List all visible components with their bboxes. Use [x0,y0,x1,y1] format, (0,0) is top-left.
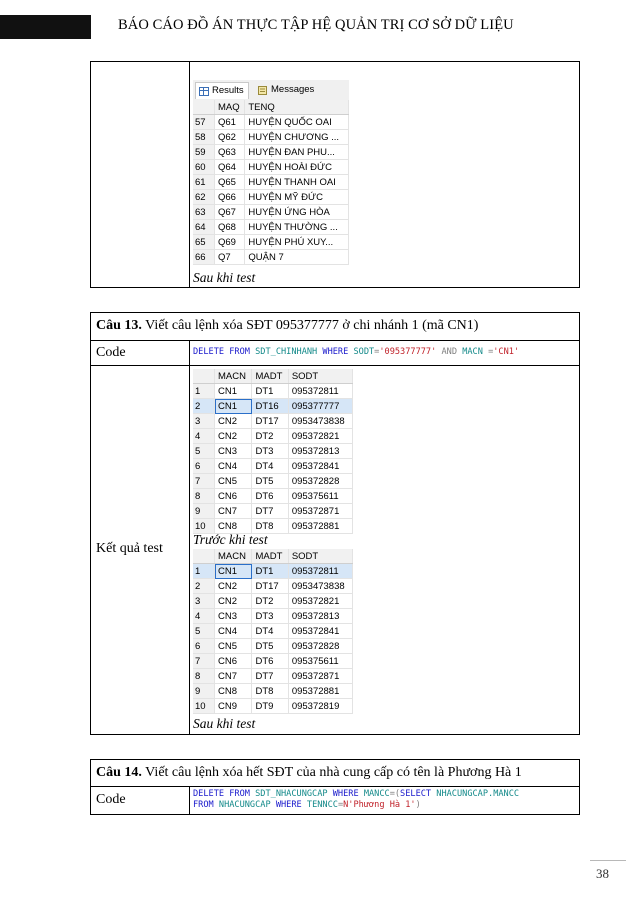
table-row[interactable] [193,175,349,190]
table-row[interactable] [193,145,349,160]
column-header[interactable]: MADT [252,369,288,384]
table-row[interactable] [193,654,353,669]
row-number[interactable]: 8 [193,669,215,684]
sql-column: SODT [353,347,375,357]
grid-icon [199,86,209,95]
table-cell[interactable]: 095372828 [288,474,352,489]
row-number[interactable]: 3 [193,594,215,609]
row-number[interactable]: 7 [193,654,215,669]
caption-after-test-top: Sau khi test [193,270,256,285]
q14-text: Viết câu lệnh xóa hết SĐT của nhà cung cấp có tên là Phương Hà 1 [141,765,522,780]
table-cell[interactable]: 095372828 [288,639,352,654]
table-row[interactable] [193,384,353,399]
table-cell[interactable]: CN7 [215,669,252,684]
sql-operator: = [374,347,380,357]
table-cell[interactable]: QUẬN 7 [245,250,349,265]
table-cell[interactable]: DT2 [252,429,288,444]
table-row[interactable] [193,639,353,654]
table-row[interactable] [193,130,349,145]
table-cell[interactable]: DT6 [252,654,288,669]
top-table-divider [189,61,190,288]
row-number[interactable]: 9 [193,504,215,519]
table-row[interactable] [193,609,353,624]
sql-string: '095377777' [379,347,437,357]
row-number[interactable]: 1 [193,384,215,399]
q14-sql[interactable] [193,789,519,811]
results-grid-top [193,100,349,265]
table-cell[interactable]: CN2 [215,579,252,594]
table-cell[interactable]: CN9 [215,699,252,714]
table-cell[interactable]: CN6 [215,654,252,669]
sql-keyword: SELECT [400,789,432,799]
row-number[interactable]: 8 [193,489,215,504]
table-cell[interactable]: 095372821 [288,594,352,609]
sql-keyword: WHERE [275,800,302,810]
sql-column: TENNCC [306,800,338,810]
tab-messages-label: Messages [271,84,315,95]
column-header[interactable]: SODT [288,549,352,564]
table-row[interactable] [193,250,349,265]
table-cell[interactable]: Q7 [215,250,245,265]
q13-number: Câu 13. [96,318,142,333]
table-cell[interactable]: DT5 [252,639,288,654]
column-header[interactable]: MACN [215,549,252,564]
sql-operator: = [337,800,344,810]
sql-keyword: FROM [193,800,214,810]
table-cell[interactable]: Q66 [215,190,245,205]
table-cell[interactable]: DT9 [252,699,288,714]
table-row[interactable] [193,564,353,579]
table-cell[interactable]: CN8 [215,519,252,534]
messages-icon [258,85,268,94]
table-cell[interactable]: Q64 [215,160,245,175]
column-header[interactable]: SODT [288,369,352,384]
table-cell[interactable]: CN3 [215,609,252,624]
table-cell[interactable]: HUYỆN CHƯƠNG ... [245,130,349,145]
table-cell[interactable]: 095372813 [288,444,352,459]
row-number[interactable]: 63 [193,205,215,220]
row-number[interactable]: 5 [193,444,215,459]
table-cell[interactable]: DT8 [252,519,288,534]
table-row[interactable] [193,115,349,130]
table-cell[interactable]: CN6 [215,489,252,504]
caption-before-test: Trước khi test [193,532,268,547]
row-number[interactable]: 59 [193,145,215,160]
sql-string: N'Phương Hà 1' [343,800,416,810]
row-number[interactable]: 4 [193,609,215,624]
row-number[interactable]: 58 [193,130,215,145]
q14-code-label: Code [96,792,126,807]
table-row[interactable] [193,699,353,714]
table-row[interactable] [193,414,353,429]
table-cell[interactable]: 095372871 [288,504,352,519]
row-number[interactable]: 4 [193,429,215,444]
tab-results[interactable] [195,82,249,99]
row-number[interactable]: 62 [193,190,215,205]
table-cell[interactable]: 095372871 [288,669,352,684]
q13-code-label: Code [96,345,126,360]
table-row[interactable] [193,205,349,220]
table-cell[interactable]: DT1 [252,384,288,399]
header-black-block [0,15,91,39]
table-cell[interactable]: HUYỆN THANH OAI [245,175,349,190]
table-cell[interactable]: DT17 [252,414,288,429]
table-cell[interactable]: 095372841 [288,459,352,474]
row-number[interactable]: 66 [193,250,215,265]
row-number[interactable]: 10 [193,699,215,714]
table-row[interactable] [193,235,349,250]
table-cell[interactable]: 095375611 [288,489,352,504]
table-cell[interactable]: CN1 [215,384,252,399]
table-cell[interactable]: DT7 [252,669,288,684]
table-cell[interactable]: 095372881 [288,684,352,699]
row-number[interactable]: 7 [193,474,215,489]
column-header[interactable]: MACN [215,369,252,384]
table-cell[interactable]: CN1 [215,564,252,579]
table-cell[interactable]: CN2 [215,594,252,609]
table-cell[interactable]: CN4 [215,624,252,639]
sql-keyword: DELETE [193,789,225,799]
table-row[interactable] [193,220,349,235]
table-row[interactable] [193,474,353,489]
row-number[interactable]: 9 [193,684,215,699]
tab-results-label: Results [212,85,244,96]
q13-result-label: Kết quả test [96,541,163,556]
table-cell[interactable]: 0953473838 [288,579,352,594]
q13-text: Viết câu lệnh xóa SĐT 095377777 ở chi nhánh 1 (mã CN1) [141,318,479,333]
results-tabbar [193,80,349,101]
row-header-corner [193,100,215,115]
table-cell[interactable]: DT8 [252,684,288,699]
sql-column: MANCC [363,789,390,799]
table-cell[interactable]: Q62 [215,130,245,145]
table-cell[interactable]: 095377777 [288,399,352,414]
table-cell[interactable]: HUYỆN MỸ ĐỨC [245,190,349,205]
results-grid-before [193,369,353,534]
table-cell[interactable]: Q68 [215,220,245,235]
row-number[interactable]: 10 [193,519,215,534]
table-cell[interactable]: HUYỆN ĐAN PHU... [245,145,349,160]
table-cell[interactable]: Q67 [215,205,245,220]
results-grid-after [193,549,353,714]
table-cell[interactable]: HUYỆN ỨNG HÒA [245,205,349,220]
table-cell[interactable]: CN4 [215,459,252,474]
sql-keyword: FROM [229,789,250,799]
tab-messages[interactable] [255,82,318,98]
row-number[interactable]: 64 [193,220,215,235]
q13-row-divider [90,340,580,341]
table-cell[interactable]: DT6 [252,489,288,504]
table-cell[interactable]: 095372819 [288,699,352,714]
row-number[interactable]: 3 [193,414,215,429]
table-cell[interactable]: 095372813 [288,609,352,624]
table-cell[interactable]: CN5 [215,639,252,654]
row-number[interactable]: 2 [193,399,215,414]
table-cell[interactable]: HUYỆN PHÚ XUY... [245,235,349,250]
table-cell[interactable]: 0953473838 [288,414,352,429]
table-row[interactable] [193,160,349,175]
table-cell[interactable]: CN8 [215,684,252,699]
sql-operator: AND [441,347,457,357]
row-number[interactable]: 5 [193,624,215,639]
q13-row-divider [90,365,580,366]
column-header[interactable]: TENQ [245,100,349,115]
q13-title [96,318,478,334]
q14-number: Câu 14. [96,765,142,780]
table-cell[interactable]: HUYỆN HOÀI ĐỨC [245,160,349,175]
column-header[interactable]: MADT [252,549,288,564]
row-number[interactable]: 6 [193,459,215,474]
table-cell[interactable]: 095375611 [288,654,352,669]
table-row[interactable] [193,684,353,699]
q14-row-divider [90,786,580,787]
table-row[interactable] [193,489,353,504]
table-cell[interactable]: CN3 [215,444,252,459]
table-cell[interactable]: DT2 [252,594,288,609]
sql-operator: = [482,347,494,357]
table-row[interactable] [193,190,349,205]
row-number[interactable]: 57 [193,115,215,130]
table-row[interactable] [193,504,353,519]
sql-keyword: FROM [229,347,250,357]
table-row[interactable] [193,429,353,444]
table-cell[interactable]: DT1 [252,564,288,579]
table-row[interactable] [193,444,353,459]
sql-operator: ) [415,800,421,810]
sql-column: MACN [462,347,483,357]
row-number[interactable]: 61 [193,175,215,190]
table-row[interactable] [193,399,353,414]
table-cell[interactable]: CN7 [215,504,252,519]
row-header-corner [193,549,215,564]
row-header-corner [193,369,215,384]
sql-table: NHACUNGCAP [218,800,271,810]
table-cell[interactable]: Q69 [215,235,245,250]
table-cell[interactable]: HUYỆN QUỐC OAI [245,115,349,130]
row-number[interactable]: 60 [193,160,215,175]
sql-column: NHACUNGCAP.MANCC [436,789,520,799]
table-row[interactable] [193,594,353,609]
column-header[interactable]: MAQ [215,100,245,115]
sql-keyword: WHERE [332,789,359,799]
table-cell[interactable]: CN5 [215,474,252,489]
table-cell[interactable]: Q65 [215,175,245,190]
caption-after-test: Sau khi test [193,716,256,731]
top-table-top-border [90,61,580,62]
sql-keyword: DELETE [193,347,225,357]
row-number[interactable]: 6 [193,639,215,654]
q14-col-divider [189,786,190,815]
table-cell[interactable]: Q63 [215,145,245,160]
table-cell[interactable]: DT3 [252,444,288,459]
table-cell[interactable]: CN2 [215,414,252,429]
q13-col-divider [189,340,190,735]
table-cell[interactable]: CN2 [215,429,252,444]
table-cell[interactable]: 095372811 [288,384,352,399]
page-header-title: BÁO CÁO ĐỒ ÁN THỰC TẬP HỆ QUẢN TRỊ CƠ SỞ DỮ LIỆU [118,17,514,33]
page-number: 38 [596,866,609,881]
page-number-rule [590,860,626,861]
row-number[interactable]: 1 [193,564,215,579]
table-cell[interactable]: DT7 [252,504,288,519]
table-cell[interactable]: CN1 [215,399,252,414]
sql-table: SDT_CHINHANH [255,347,318,357]
table-cell[interactable]: DT5 [252,474,288,489]
row-number[interactable]: 65 [193,235,215,250]
table-row[interactable] [193,624,353,639]
table-row[interactable] [193,669,353,684]
table-cell[interactable]: 095372821 [288,429,352,444]
table-cell[interactable]: DT16 [252,399,288,414]
table-cell[interactable]: DT3 [252,609,288,624]
row-number[interactable]: 2 [193,579,215,594]
sql-operator: =( [389,789,401,799]
table-cell[interactable]: 095372881 [288,519,352,534]
table-cell[interactable]: HUYỆN THƯỜNG ... [245,220,349,235]
table-cell[interactable]: DT17 [252,579,288,594]
table-cell[interactable]: DT4 [252,624,288,639]
table-row[interactable] [193,579,353,594]
sql-table: SDT_NHACUNGCAP [255,789,328,799]
table-cell[interactable]: Q61 [215,115,245,130]
sql-string: 'CN1' [493,347,520,357]
q14-title [96,765,522,781]
sql-keyword: WHERE [322,347,349,357]
table-row[interactable] [193,459,353,474]
table-cell[interactable]: 095372811 [288,564,352,579]
table-cell[interactable]: 095372841 [288,624,352,639]
q13-sql[interactable] [193,347,519,358]
table-cell[interactable]: DT4 [252,459,288,474]
